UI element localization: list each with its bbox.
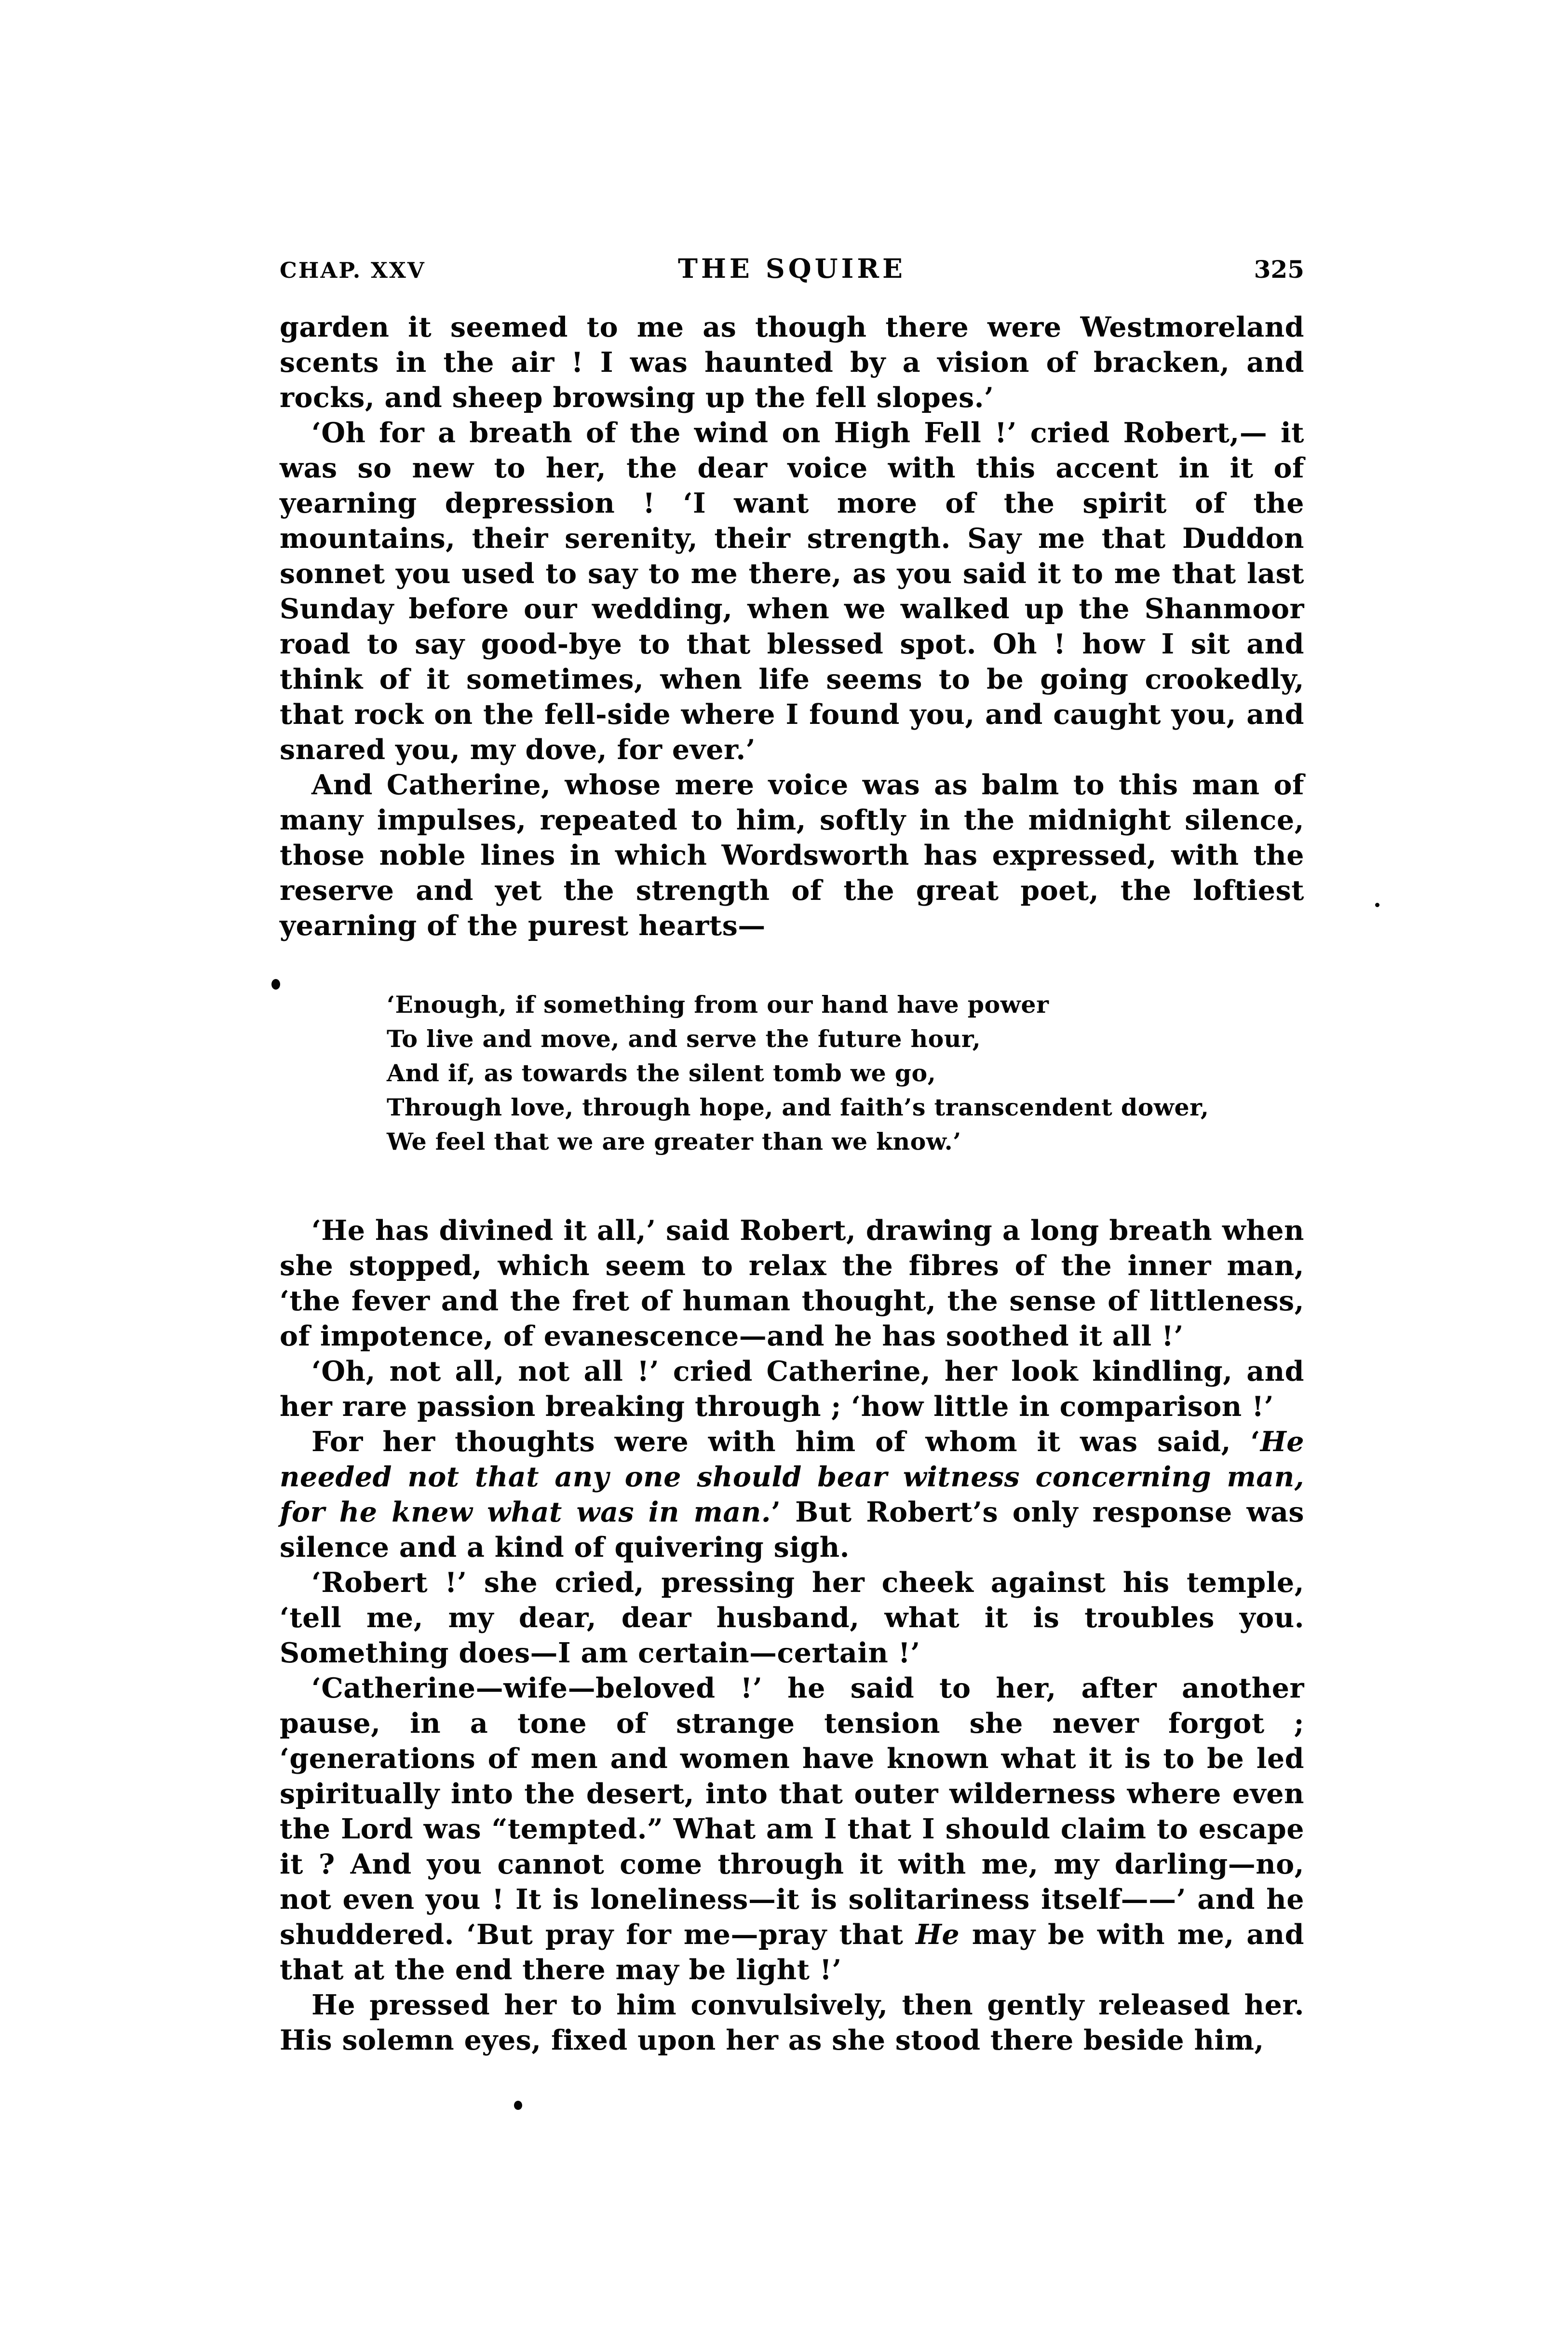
poem-line: And if, as towards the silent tomb we go,	[387, 1059, 936, 1087]
text-run: ‘Oh, not all, not all !’ cried Catherine, her look kindling, and her rare passion breaking through ; ‘how little in comparison !’	[280, 1355, 1304, 1423]
paragraph	[280, 415, 1304, 767]
poem-stanza	[387, 988, 1304, 1159]
paragraph	[280, 310, 1304, 415]
poem-line: Through love, through hope, and faith’s transcendent dower,	[387, 1093, 1209, 1121]
italic-run: He needed not that any one should bear witness concerning man, for he knew what was in man.	[280, 1426, 1304, 1528]
paragraph	[280, 1213, 1304, 1354]
text-run: ‘He has divined it all,’ said Robert, drawing a long breath when she stopped, which seem to relax the fibres of the inner man, ‘the fever and the fret of human thought, the sense of littleness, of impotence, of evanescence—and he has soothed it all !’	[280, 1214, 1304, 1352]
ink-speck-comma	[271, 979, 280, 990]
text-run: ‘Oh for a breath of the wind on High Fell !’ cried Robert,— it was so new to her, the dear voice with this accent in it of yearning depression ! ‘I want more of the spirit of the mountains, their serenity, their strength. Say me that Duddon sonnet you used to say to me there, as you said it to me that last Sunday before our wedding, when we walked up the Shanmoor road to say good-bye to that blessed spot. Oh ! how I sit and think of it sometimes, when life seems to be going crookedly, that rock on the fell-side where I found you, and caught you, and snared you, my dove, for ever.’	[280, 417, 1304, 766]
text-run: may be with me, and that at the end there may be light !’	[280, 1918, 1304, 1986]
paragraph	[280, 1987, 1304, 2058]
chapter-label: CHAP. XXV	[280, 258, 426, 283]
poem-line: We feel that we are greater than we know.’	[387, 1128, 961, 1156]
paragraph	[280, 1671, 1304, 1987]
text-run: ‘Robert !’ she cried, pressing her cheek against his temple, ‘tell me, my dear, dear husband, what it is troubles you. Something does—I am certain—certain !’	[280, 1566, 1304, 1669]
page-text	[280, 310, 1304, 2058]
text-run: For her thoughts were with him of whom it was said, ‘	[311, 1426, 1260, 1458]
paragraph	[280, 1565, 1304, 1671]
italic-run: He	[916, 1918, 960, 1951]
text-run: He pressed her to him convulsively, then gently released her. His solemn eyes, fixed upon her as she stood there beside him,	[280, 1989, 1304, 2056]
paragraph	[280, 1424, 1304, 1565]
poem-line: To live and move, and serve the future hour,	[387, 1025, 981, 1053]
text-run: ’ But Robert’s only response was silence and a kind of quivering sigh.	[280, 1496, 1305, 1563]
ink-speck-dot	[514, 2101, 522, 2110]
paragraph	[280, 1354, 1304, 1424]
page-header	[280, 253, 1304, 284]
page-number: 325	[1254, 255, 1304, 284]
poem-line: ‘Enough, if something from our hand have power	[387, 991, 1049, 1019]
running-title: THE SQUIRE	[678, 253, 906, 284]
text-run: garden it seemed to me as though there were Westmoreland scents in the air ! I was haunted by a vision of bracken, and rocks, and sheep browsing up the fell slopes.’	[280, 311, 1304, 414]
text-run: And Catherine, whose mere voice was as balm to this man of many impulses, repeated to him, softly in the midnight silence, those noble lines in which Wordsworth has expressed, with the reserve and yet the strength of the great poet, the loftiest yearning of the purest hearts—	[280, 769, 1304, 942]
paragraph	[280, 767, 1304, 943]
text-run: ‘Catherine—wife—beloved !’ he said to her, after another pause, in a tone of strange tension she never forgot ; ‘generations of men and women have known what it is to be led spiritually into the desert, into that outer wilderness where even the Lord was “tempted.” What am I that I should claim to escape it ? And you cannot come through it with me, my darling—no, not even you ! It is loneliness—it is solitariness itself——’ and he shuddered. ‘But pray for me—pray that	[280, 1672, 1304, 1951]
ink-speck-tiny	[1375, 903, 1379, 907]
